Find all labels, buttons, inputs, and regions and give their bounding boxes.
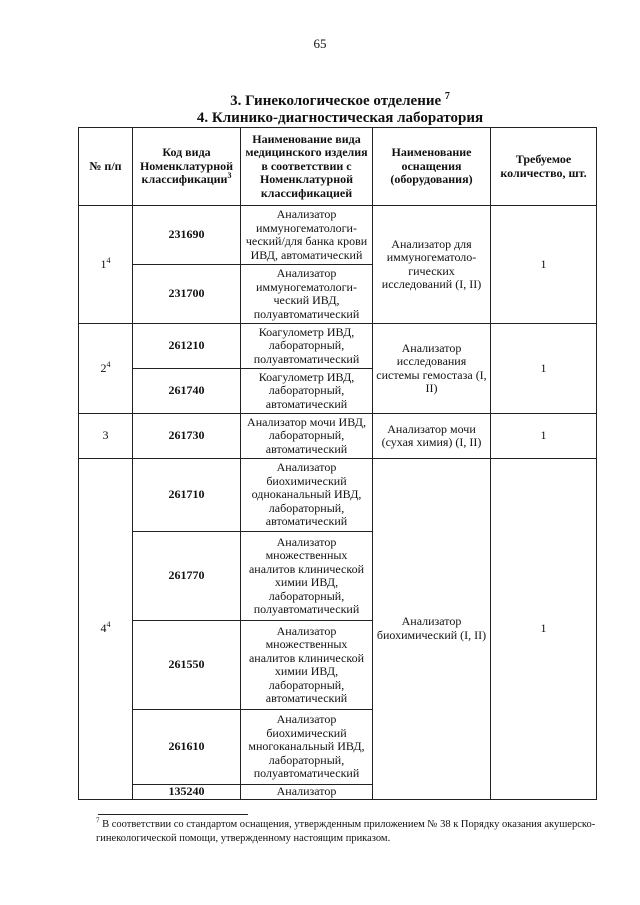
row-number-footnote-ref: 4 xyxy=(106,255,111,265)
footnote xyxy=(96,818,596,846)
equipment-table xyxy=(78,127,597,800)
footnote-divider xyxy=(98,814,248,815)
header-num: № п/п xyxy=(79,128,133,206)
qty-cell: 1 xyxy=(491,459,597,800)
code-cell: 261210 xyxy=(133,324,241,369)
row-number-footnote-ref: 4 xyxy=(106,620,111,629)
row-number-text: 4 xyxy=(100,621,107,635)
code-cell: 261770 xyxy=(133,532,241,621)
row-number xyxy=(79,459,133,800)
device-cell: Анализатор иммуногематологи-ческий ИВД, полуавтоматический xyxy=(241,265,373,324)
footnote-ref: 7 xyxy=(444,91,450,102)
row-number-text: 2 xyxy=(100,360,107,375)
footnote-marker: 7 xyxy=(96,816,100,825)
header-code xyxy=(133,128,241,206)
code-cell: 261610 xyxy=(133,710,241,785)
code-cell: 231700 xyxy=(133,265,241,324)
device-cell: Анализатор множественных аналитов клинической химии ИВД, лабораторный, полуавтоматический xyxy=(241,532,373,621)
header-equipment: Наименование оснащения (оборудования) xyxy=(373,128,491,206)
table-row xyxy=(79,324,597,369)
equipment-cell: Анализатор биохимический (I, II) xyxy=(373,459,491,800)
device-cell: Коагулометр ИВД, лабораторный, полуавтоматический xyxy=(241,324,373,369)
device-cell: Анализатор множественных аналитов клинической химии ИВД, лабораторный, автоматический xyxy=(241,621,373,710)
section-heading-laboratory: 4. Клинико-диагностическая лаборатория xyxy=(196,110,484,126)
header-device: Наименование вида медицинского изделия в соответствии с Номенклатурной классификацией xyxy=(241,128,373,206)
table-row xyxy=(79,206,597,265)
row-number xyxy=(79,206,133,324)
header-qty: Требуемое количество, шт. xyxy=(491,128,597,206)
code-cell: 261550 xyxy=(133,621,241,710)
section-heading-gynecology xyxy=(0,93,640,110)
row-number xyxy=(79,324,133,414)
row-number xyxy=(79,414,133,459)
code-cell: 261740 xyxy=(133,369,241,414)
code-cell: 261730 xyxy=(133,414,241,459)
code-cell: 231690 xyxy=(133,206,241,265)
qty-cell: 1 xyxy=(491,324,597,414)
code-cell: 261710 xyxy=(133,459,241,532)
page-number: 65 xyxy=(313,36,327,51)
equipment-cell: Анализатор мочи (сухая химия) (I, II) xyxy=(373,414,491,459)
qty-cell: 1 xyxy=(491,414,597,459)
row-number-text: 1 xyxy=(100,256,107,271)
device-cell: Анализатор биохимический одноканальный ИВД, лабораторный, автоматический xyxy=(241,459,373,532)
equipment-cell: Анализатор исследования системы гемостаза (I, II) xyxy=(373,324,491,414)
device-cell: Анализатор мочи ИВД, лабораторный, автоматический xyxy=(241,414,373,459)
device-cell: Коагулометр ИВД, лабораторный, автоматический xyxy=(241,369,373,414)
qty-cell: 1 xyxy=(491,206,597,324)
table-row xyxy=(79,459,597,532)
device-cell: Анализатор xyxy=(241,785,373,800)
table-row xyxy=(79,414,597,459)
row-number-footnote-ref: 4 xyxy=(106,359,111,369)
equipment-cell: Анализатор для иммуногематоло-гических исследований (I, II) xyxy=(373,206,491,324)
table-header-row xyxy=(79,128,597,206)
row-number-text: 3 xyxy=(102,428,109,443)
section-heading-text: 3. Гинекологическое отделение xyxy=(230,93,442,109)
header-code-footnote-ref: 3 xyxy=(227,171,232,181)
code-cell: 135240 xyxy=(133,785,241,800)
device-cell: Анализатор биохимический многоканальный ИВД, лабораторный, полуавтоматический xyxy=(241,710,373,785)
device-cell: Анализатор иммуногематологи-ческий/для банка крови ИВД, автоматический xyxy=(241,206,373,265)
footnote-text: В соответствии со стандартом оснащения, утвержденным приложением № 38 к Порядку оказания акушерско-гинекологической помощи, утвержденному настоящим приказом. xyxy=(96,819,596,844)
header-code-text: Код вида Номенклатурной классификации xyxy=(139,145,234,187)
